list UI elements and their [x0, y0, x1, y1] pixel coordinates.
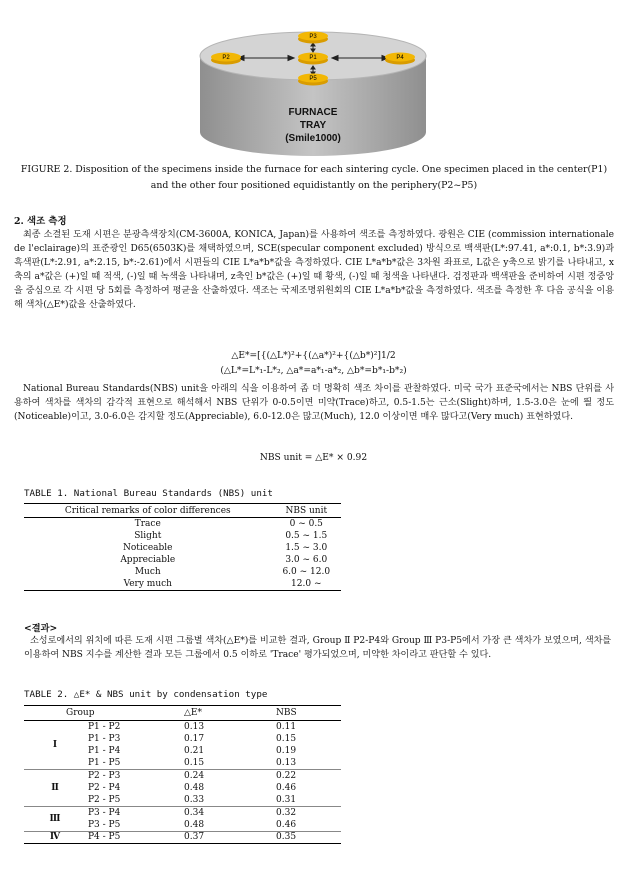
- table2-header: △E*: [158, 706, 254, 721]
- formula-delta-e: △E*=[{(△L*)²+{(△a*)²+{(△b*)²]1/2: [231, 351, 396, 361]
- table-row: [24, 770, 341, 782]
- delta-e-cell: 0.13: [184, 721, 205, 732]
- specimen-p2: [211, 53, 241, 65]
- pair-cell: P1 - P3: [88, 733, 121, 744]
- label-p1: P1: [309, 55, 317, 61]
- formula-deltas: (△L*=L*₁-L*₂, △a*=a*₁-a*₂, △b*=b*₁-b*₂): [220, 366, 407, 376]
- nbs-range-cell: 6.0 ~ 12.0: [282, 567, 331, 578]
- remark-cell: Slight: [134, 530, 162, 541]
- group-cell: Ⅱ: [24, 770, 86, 807]
- table1-header: NBS unit: [272, 504, 341, 518]
- nbs-cell: 0.13: [276, 758, 297, 769]
- delta-e-cell: 0.48: [184, 783, 205, 794]
- delta-e-cell: 0.33: [184, 795, 205, 806]
- pair-cell: P1 - P5: [88, 758, 121, 769]
- figure-caption: FIGURE 2. Disposition of the specimens inside the furnace for each sintering cycle. One specimen placed in the center(P1) and the other four positioned equidistantly on the periphery(P2~P5): [20, 164, 608, 191]
- nbs-cell: 0.11: [276, 721, 297, 732]
- delta-e-cell: 0.21: [184, 746, 205, 757]
- specimen-p5: [298, 74, 328, 86]
- remark-cell: Noticeable: [123, 542, 173, 553]
- paragraph-1: [14, 228, 614, 313]
- pair-cell: P2 - P5: [88, 795, 121, 806]
- label-p5: P5: [309, 76, 317, 82]
- delta-e-cell: 0.15: [184, 758, 205, 769]
- nbs-cell: 0.46: [276, 783, 297, 794]
- delta-e-cell: 0.24: [158, 770, 254, 782]
- group-cell: Ⅲ: [24, 807, 86, 832]
- table1-caption: TABLE 1. National Bureau Standards (NBS) unit: [24, 488, 273, 499]
- paragraph-2: [14, 382, 614, 424]
- pair-cell: P1 - P4: [88, 746, 121, 757]
- table-row: [24, 831, 341, 843]
- paragraph-3: [24, 634, 614, 662]
- result-heading: <결과>: [24, 623, 58, 634]
- furnace-tray-figure: [0, 0, 627, 160]
- pair-cell: P2 - P3: [86, 770, 158, 782]
- nbs-range-cell: 12.0 ~: [272, 578, 341, 590]
- delta-e-cell: 0.34: [158, 807, 254, 819]
- remark-cell: Trace: [134, 518, 161, 529]
- tray-label-3: (Smile1000): [285, 133, 341, 144]
- delta-e-cell: 0.17: [184, 733, 205, 744]
- pair-cell: P4 - P5: [86, 831, 158, 843]
- table-row: [24, 566, 341, 578]
- delta-e-cell: 0.48: [184, 819, 205, 830]
- table-row: [24, 530, 341, 542]
- nbs-range-cell: 0.5 ~ 1.5: [285, 530, 328, 541]
- tray-label-1: FURNACE: [288, 107, 338, 118]
- nbs-cell: 0.46: [276, 819, 297, 830]
- pair-cell: P3 - P4: [86, 807, 158, 819]
- specimen-p3: [298, 32, 328, 44]
- nbs-cell: 0.35: [254, 831, 341, 843]
- specimen-p4: [385, 53, 415, 65]
- table-row: [24, 721, 341, 733]
- pair-cell: P1 - P2: [88, 721, 121, 732]
- nbs-range-cell: 1.5 ~ 3.0: [285, 542, 328, 553]
- label-p2: P2: [222, 55, 230, 61]
- paragraph-2-text: National Bureau Standards(NBS) unit을 아래의 식을 이용하여 좀 더 명확히 색조 차이를 관찰하였다. 미국 국가 표준국에서는 NBS 단위를 사용하여 색차를 색차의 감각적 표현으로 해석해서 NBS 단위가 0-0.5이면 미약(Trace)하고, 0.5-1.5는 근소(Slight)하며, 1.5-3.0은 눈에 띌 정도(Noticeable)이고, 3.0-6.0은 감지할 정도(Appreciable), 6.0-12.0은 많고(Much), 12.0 이상이면 매우 많다고(Very much) 표현하였다.: [14, 384, 614, 423]
- formula-nbs: NBS unit = △E* × 0.92: [259, 453, 368, 463]
- group-cell: Ⅳ: [24, 831, 86, 843]
- group-cell: Ⅰ: [52, 740, 58, 751]
- nbs-range-cell: 3.0 ~ 6.0: [285, 555, 328, 566]
- pair-cell: P2 - P4: [88, 783, 121, 794]
- table-row: [24, 518, 341, 530]
- remark-cell: Very much: [24, 578, 272, 590]
- specimen-p1: [298, 53, 328, 65]
- remark-cell: Appreciable: [120, 555, 176, 566]
- delta-e-cell: 0.37: [158, 831, 254, 843]
- table-row: [24, 542, 341, 554]
- table-row: [24, 807, 341, 819]
- nbs-cell: 0.22: [254, 770, 341, 782]
- paragraph-3-text: 소성로에서의 위치에 따른 도재 시편 그룹별 색차(△E*)를 비교한 결과, Group Ⅱ P2-P4와 Group Ⅲ P3-P5에서 가장 큰 색차가 보였으며, 색차를 이용하여 NBS 지수를 계산한 결과 모든 그룹에서 0.5 이하로 'Trace' 평가되었으며, 미약한 차이라고 판단할 수 있다.: [24, 636, 612, 661]
- paragraph-1-text: 최종 소결된 도재 시편은 분광측색장치(CM-3600A, KONICA, Japan)를 사용하여 색조를 측정하였다. 광원은 CIE (commission internationale de l'eclairage)의 표준광인 D65(6503K)를 채택하였으며, SCE(specular component excluded) 방식으로 백색판(L*:97.41, a*:0.1, b*:3.9)과 흑색판(L*:2.91, a*:2.15, b*:-2.61)에서 시편들의 CIE L*a*b*값을 측정하였다. CIE L*a*b*값은 3차원 좌표로, L값은 y축으로 밝기를 나타내고, x축의 a*값은 (+)일 때 적색, (-)일 때 녹색을 나타내며, z축인 b*값은 (+)일 때 황색, (-)일 때 청색을 나타낸다. 검정판과 백색판을 준비하여 시편 정중앙을 중심으로 각 시편 당 5회를 측정하여 평균을 산출하였다. 색조는 국제조명위원회의 CIE L*a*b*값을 측정하였다. 색조를 측정한 후 다음 공식을 이용해 색차(△E*)값을 산출하였다.: [14, 230, 614, 311]
- remark-cell: Much: [134, 567, 161, 578]
- nbs-cell: 0.31: [276, 795, 297, 806]
- table-row: [24, 554, 341, 566]
- label-p3: P3: [309, 34, 317, 40]
- section-title: 2. 색조 측정: [14, 216, 67, 227]
- table2-caption: TABLE 2. △E* & NBS unit by condensation type: [24, 689, 268, 700]
- nbs-cell: 0.32: [254, 807, 341, 819]
- table-nbs-units: [24, 503, 341, 591]
- table-delta-e-nbs: [24, 705, 341, 844]
- table-row: [24, 578, 341, 590]
- table1-header: Critical remarks of color differences: [24, 504, 272, 518]
- pair-cell: P3 - P5: [88, 819, 121, 830]
- table2-header: Group: [24, 706, 158, 721]
- tray-label-2: TRAY: [299, 120, 327, 131]
- nbs-cell: 0.15: [276, 733, 297, 744]
- table2-header: NBS: [254, 706, 341, 721]
- nbs-cell: 0.19: [276, 746, 297, 757]
- label-p4: P4: [396, 55, 404, 61]
- nbs-range-cell: 0 ~ 0.5: [289, 518, 323, 529]
